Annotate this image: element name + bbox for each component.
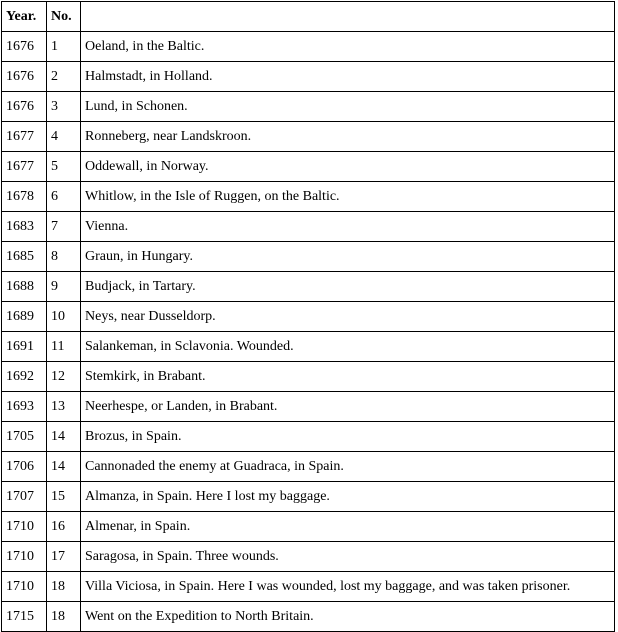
cell-description: Stemkirk, in Brabant. <box>81 362 615 392</box>
table-row <box>2 392 615 422</box>
cell-number: 13 <box>47 392 81 422</box>
cell-description: Oddewall, in Norway. <box>81 152 615 182</box>
cell-year: 1691 <box>2 332 47 362</box>
table-row <box>2 212 615 242</box>
table-row <box>2 152 615 182</box>
cell-description: Villa Viciosa, in Spain. Here I was wounded, lost my baggage, and was taken prisoner. <box>81 572 615 602</box>
cell-number: 5 <box>47 152 81 182</box>
table-row <box>2 92 615 122</box>
cell-year: 1706 <box>2 452 47 482</box>
cell-description: Cannonaded the enemy at Guadraca, in Spain. <box>81 452 615 482</box>
cell-year: 1710 <box>2 572 47 602</box>
cell-number: 15 <box>47 482 81 512</box>
cell-number: 8 <box>47 242 81 272</box>
cell-number: 10 <box>47 302 81 332</box>
cell-description: Halmstadt, in Holland. <box>81 62 615 92</box>
table-row <box>2 362 615 392</box>
cell-year: 1705 <box>2 422 47 452</box>
cell-number: 12 <box>47 362 81 392</box>
cell-number: 6 <box>47 182 81 212</box>
header-row <box>2 2 615 32</box>
cell-year: 1715 <box>2 602 47 632</box>
table-body <box>2 32 615 632</box>
cell-description: Almanza, in Spain. Here I lost my baggage. <box>81 482 615 512</box>
cell-number: 7 <box>47 212 81 242</box>
table-row <box>2 572 615 602</box>
cell-year: 1707 <box>2 482 47 512</box>
table-row <box>2 542 615 572</box>
cell-description: Ronneberg, near Landskroon. <box>81 122 615 152</box>
cell-description: Neerhespe, or Landen, in Brabant. <box>81 392 615 422</box>
cell-year: 1688 <box>2 272 47 302</box>
cell-year: 1677 <box>2 152 47 182</box>
cell-number: 1 <box>47 32 81 62</box>
cell-number: 16 <box>47 512 81 542</box>
table-row <box>2 62 615 92</box>
cell-year: 1685 <box>2 242 47 272</box>
battles-table <box>1 1 615 632</box>
table-row <box>2 272 615 302</box>
cell-number: 3 <box>47 92 81 122</box>
cell-year: 1676 <box>2 62 47 92</box>
table-row <box>2 32 615 62</box>
cell-year: 1677 <box>2 122 47 152</box>
table-row <box>2 242 615 272</box>
cell-description: Oeland, in the Baltic. <box>81 32 615 62</box>
table-row <box>2 122 615 152</box>
cell-description: Brozus, in Spain. <box>81 422 615 452</box>
cell-number: 4 <box>47 122 81 152</box>
cell-number: 18 <box>47 572 81 602</box>
table-row <box>2 512 615 542</box>
cell-year: 1710 <box>2 542 47 572</box>
cell-description: Whitlow, in the Isle of Ruggen, on the Baltic. <box>81 182 615 212</box>
cell-year: 1692 <box>2 362 47 392</box>
table-row <box>2 602 615 632</box>
cell-description: Budjack, in Tartary. <box>81 272 615 302</box>
cell-year: 1678 <box>2 182 47 212</box>
cell-description: Almenar, in Spain. <box>81 512 615 542</box>
cell-year: 1689 <box>2 302 47 332</box>
table-row <box>2 482 615 512</box>
cell-description: Vienna. <box>81 212 615 242</box>
cell-year: 1676 <box>2 92 47 122</box>
cell-number: 9 <box>47 272 81 302</box>
cell-number: 14 <box>47 452 81 482</box>
cell-number: 18 <box>47 602 81 632</box>
cell-year: 1676 <box>2 32 47 62</box>
table-row <box>2 302 615 332</box>
cell-description: Lund, in Schonen. <box>81 92 615 122</box>
table-header <box>2 2 615 32</box>
cell-description: Saragosa, in Spain. Three wounds. <box>81 542 615 572</box>
cell-number: 2 <box>47 62 81 92</box>
table-row <box>2 332 615 362</box>
cell-number: 17 <box>47 542 81 572</box>
cell-year: 1693 <box>2 392 47 422</box>
cell-description: Graun, in Hungary. <box>81 242 615 272</box>
cell-number: 14 <box>47 422 81 452</box>
cell-number: 11 <box>47 332 81 362</box>
cell-description: Went on the Expedition to North Britain. <box>81 602 615 632</box>
cell-description: Salankeman, in Sclavonia. Wounded. <box>81 332 615 362</box>
cell-year: 1710 <box>2 512 47 542</box>
header-number: No. <box>47 2 81 32</box>
cell-year: 1683 <box>2 212 47 242</box>
cell-description: Neys, near Dusseldorp. <box>81 302 615 332</box>
header-year: Year. <box>2 2 47 32</box>
table-row <box>2 452 615 482</box>
header-description <box>81 2 615 32</box>
table-row <box>2 422 615 452</box>
table-row <box>2 182 615 212</box>
